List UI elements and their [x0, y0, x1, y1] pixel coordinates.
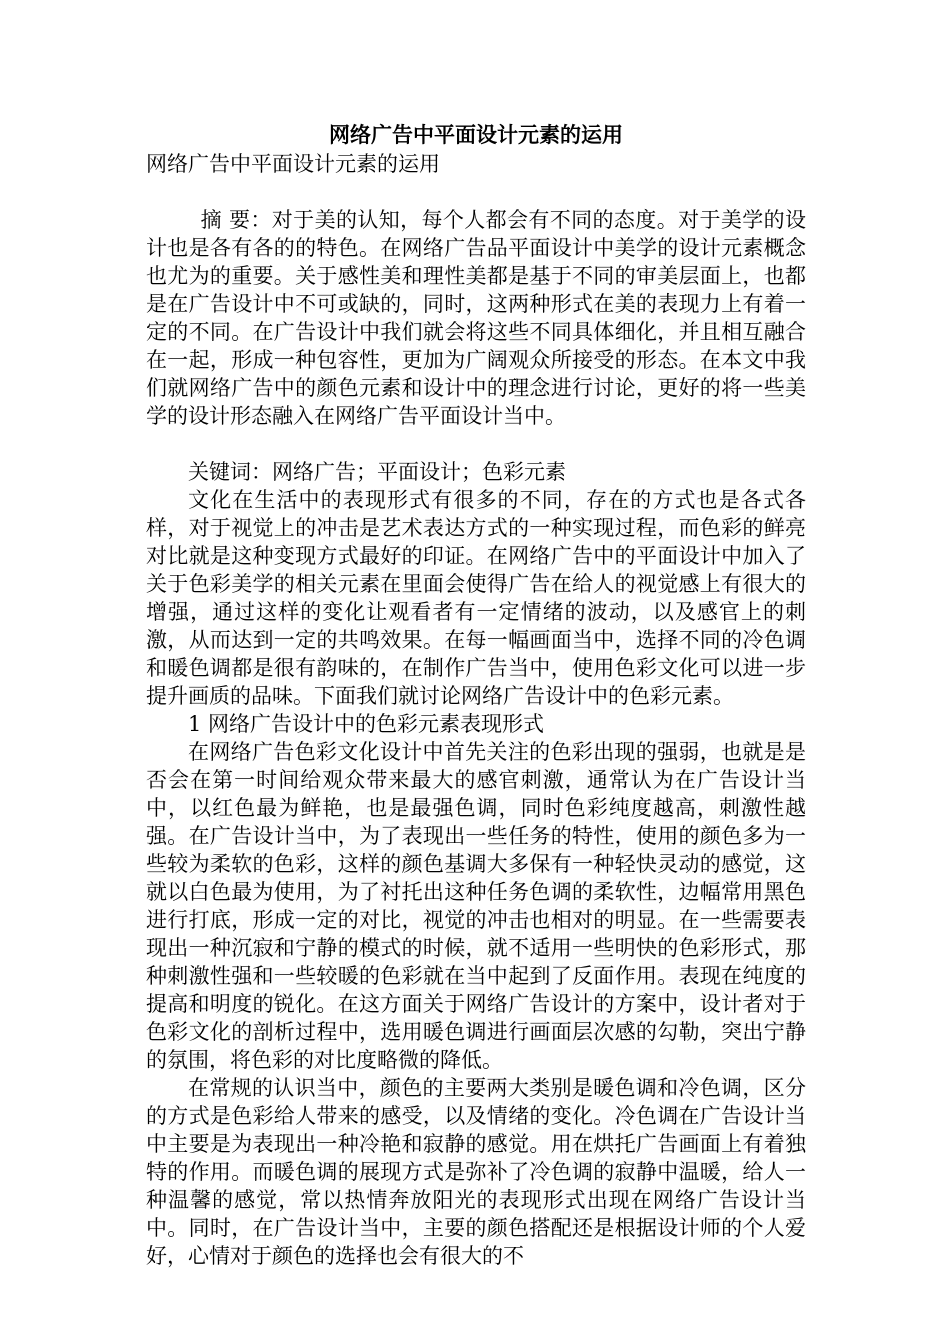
body-paragraph-1: 文化在生活中的表现形式有很多的不同，存在的方式也是各式各样，对于视觉上的冲击是艺术表达方式的一种实现过程，而色彩的鲜亮对比就是这种变现方式最好的印证。在网络广告中的平面设计中加入了关于色彩美学的相关元素在里面会使得广告在给人的视觉感上有很大的增强，通过这样的变化让观看者有一定情绪的波动，以及感官上的刺激，从而达到一定的共鸣效果。在每一幅画面当中，选择不同的冷色调和暖色调都是很有韵味的，在制作广告当中，使用色彩文化可以进一步提升画质的品味。下面我们就讨论网络广告设计中的色彩元素。 [146, 488, 806, 708]
section-heading-1: 1 网络广告设计中的色彩元素表现形式 [188, 712, 545, 736]
body-paragraph-2: 在网络广告色彩文化设计中首先关注的色彩出现的强弱，也就是是否会在第一时间给观众带来最大的感官刺激，通常认为在广告设计当中，以红色最为鲜艳，也是最强色调，同时色彩纯度越高，刺激性越强。在广告设计当中，为了表现出一些任务的特性，使用的颜色多为一些较为柔软的色彩，这样的颜色基调大多保有一种轻快灵动的感觉，这就以白色最为使用，为了衬托出这种任务色调的柔软性，边幅常用黑色进行打底，形成一定的对比，视觉的冲击也相对的明显。在一些需要表现出一种沉寂和宁静的模式的时候，就不适用一些明快的色彩形式，那种刺激性强和一些较暖的色彩就在当中起到了反面作用。表现在纯度的提高和明度的锐化。在这方面关于网络广告设计的方案中，设计者对于色彩文化的剖析过程中，选用暖色调进行画面层次感的勾勒，突出宁静的氛围，将色彩的对比度略微的降低。 [146, 740, 806, 1072]
abstract-paragraph: 摘 要：对于美的认知，每个人都会有不同的态度。对于美学的设计也是各有各的的特色。在网络广告品平面设计中美学的设计元素概念也尤为的重要。关于感性美和理性美都是基于不同的审美层面上，也都是在广告设计中不可或缺的，同时，这两种形式在美的表现力上有着一定的不同。在广告设计中我们就会将这些不同具体细化，并且相互融合在一起，形成一种包容性，更加为广阔观众所接受的形态。在本文中我们就网络广告中的颜色元素和设计中的理念进行讨论，更好的将一些美学的设计形态融入在网络广告平面设计当中。 [146, 208, 806, 428]
document-title: 网络广告中平面设计元素的运用 [329, 122, 623, 147]
document-page [146, 120, 806, 1270]
body-paragraph-3: 在常规的认识当中，颜色的主要两大类别是暖色调和冷色调，区分的方式是色彩给人带来的感受，以及情绪的变化。冷色调在广告设计当中主要是为表现出一种冷艳和寂静的感觉。用在烘托广告画面上有着独特的作用。而暖色调的展现方式是弥补了冷色调的寂静中温暖，给人一种温馨的感觉，常以热情奔放阳光的表现形式出现在网络广告设计当中。同时，在广告设计当中，主要的颜色搭配还是根据设计师的个人爱好，心情对于颜色的选择也会有很大的不 [146, 1076, 806, 1268]
keywords-line: 关键词：网络广告；平面设计；色彩元素 [188, 460, 566, 484]
document-subtitle: 网络广告中平面设计元素的运用 [146, 152, 440, 176]
